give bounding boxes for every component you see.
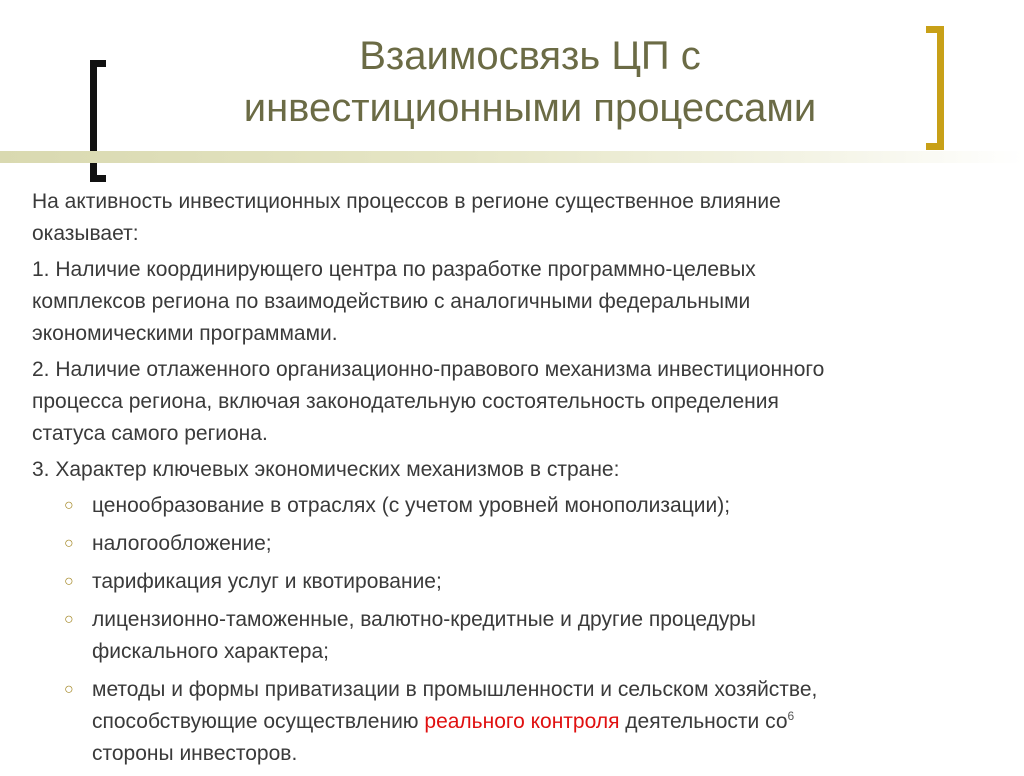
sub-item-text: способствующие осуществлению bbox=[92, 710, 425, 733]
slide-number: 6 bbox=[787, 709, 795, 723]
left-bracket-decoration bbox=[90, 60, 106, 182]
item-1-line-3: экономическими программами. bbox=[32, 322, 338, 345]
title-divider bbox=[0, 151, 1024, 163]
slide-title bbox=[150, 30, 910, 134]
sub-item-label: налогообложение; bbox=[92, 532, 272, 555]
item-1-line-2: комплексов региона по взаимодействию с аналогичными федеральными bbox=[32, 290, 751, 313]
circle-bullet-icon: ○ bbox=[64, 611, 74, 628]
right-bracket-decoration bbox=[926, 26, 944, 150]
circle-bullet-icon: ○ bbox=[64, 681, 74, 698]
item-2-line-2: процесса региона, включая законодательную состоятельность определения bbox=[32, 390, 779, 413]
sub-item-text: деятельности со bbox=[619, 710, 788, 733]
sub-item-line-2: фискального характера; bbox=[92, 640, 329, 663]
title-line-2: инвестиционными процессами bbox=[243, 86, 817, 130]
circle-bullet-icon: ○ bbox=[64, 497, 74, 514]
sub-item-privatization bbox=[32, 674, 992, 770]
list-item-3 bbox=[32, 454, 992, 486]
sub-item-taxation bbox=[32, 528, 992, 560]
intro-line-2: оказывает: bbox=[32, 222, 139, 245]
sub-item-line-2 bbox=[92, 706, 992, 738]
sub-item-pricing bbox=[32, 490, 992, 522]
slide-body bbox=[32, 186, 992, 776]
intro-line-1: На активность инвестиционных процессов в регионе существенное влияние bbox=[32, 190, 781, 213]
sub-item-line-3: стороны инвесторов. bbox=[92, 742, 298, 765]
item-2-line-3: статуса самого региона. bbox=[32, 422, 268, 445]
sub-item-label: тарификация услуг и квотирование; bbox=[92, 570, 442, 593]
circle-bullet-icon: ○ bbox=[64, 573, 74, 590]
item-3-line-1: 3. Характер ключевых экономических механизмов в стране: bbox=[32, 458, 620, 481]
list-item-1 bbox=[32, 254, 992, 350]
highlighted-text: реального контроля bbox=[424, 710, 620, 733]
sub-item-tariffs bbox=[32, 566, 992, 598]
sub-item-line-1: методы и формы приватизации в промышленности и сельском хозяйстве, bbox=[92, 678, 818, 701]
intro-paragraph bbox=[32, 186, 992, 250]
sub-item-label: ценообразование в отраслях (с учетом уровней монополизации); bbox=[92, 494, 731, 517]
item-2-line-1: 2. Наличие отлаженного организационно-правового механизма инвестиционного bbox=[32, 358, 825, 381]
circle-bullet-icon: ○ bbox=[64, 535, 74, 552]
title-line-1: Взаимосвязь ЦП с bbox=[359, 34, 701, 78]
sub-item-line-1: лицензионно-таможенные, валютно-кредитные и другие процедуры bbox=[92, 608, 756, 631]
sub-item-licensing bbox=[32, 604, 992, 668]
list-item-2 bbox=[32, 354, 992, 450]
item-1-line-1: 1. Наличие координирующего центра по разработке программно-целевых bbox=[32, 258, 756, 281]
